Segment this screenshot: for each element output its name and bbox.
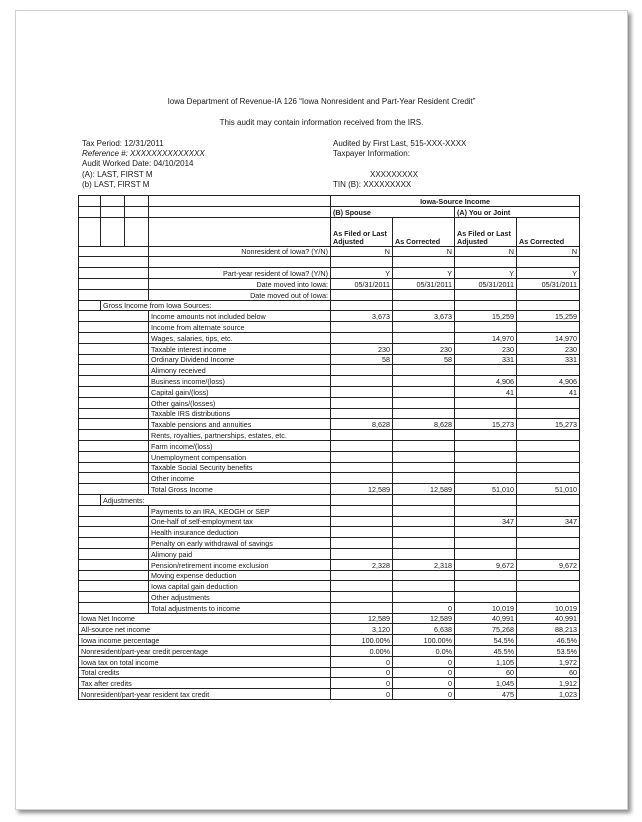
row-label: Other income [149, 473, 331, 484]
value-cell: 3,673 [331, 311, 393, 322]
value-cell [331, 548, 393, 559]
table-row [79, 527, 580, 538]
value-cell [455, 257, 517, 268]
row-label: Taxable IRS distributions [149, 408, 331, 419]
value-cell: 60 [455, 667, 517, 678]
value-cell [393, 494, 455, 505]
table-row [79, 635, 580, 646]
value-cell: 230 [455, 343, 517, 354]
taxpayer-a: (A): LAST, FIRST M [82, 169, 153, 179]
document-subtitle: This audit may contain information received from the IRS. [219, 118, 424, 127]
value-cell [455, 548, 517, 559]
value-cell: 9,672 [517, 559, 580, 570]
row-label: Other gains/(losses) [149, 397, 331, 408]
credit-table [78, 195, 580, 700]
value-cell: N [393, 246, 455, 257]
table-row [79, 689, 580, 700]
value-cell [393, 570, 455, 581]
value-cell [517, 397, 580, 408]
value-cell [393, 473, 455, 484]
value-cell: 0 [393, 689, 455, 700]
value-cell [455, 505, 517, 516]
value-cell: 331 [517, 354, 580, 365]
header-right-block [333, 139, 466, 190]
value-cell [331, 527, 393, 538]
value-cell [455, 581, 517, 592]
row-label: Date moved out of Iowa: [149, 289, 331, 300]
row-label: Iowa Net Income [79, 613, 331, 624]
value-cell: 100.00% [393, 635, 455, 646]
row-label: One-half of self-employment tax [149, 516, 331, 527]
value-cell [517, 494, 580, 505]
reference-number: Reference #: XXXXXXXXXXXXXX [82, 149, 205, 159]
value-cell [517, 322, 580, 333]
value-cell: 347 [455, 516, 517, 527]
value-cell [517, 440, 580, 451]
table-row [79, 451, 580, 462]
value-cell: 100.00% [331, 635, 393, 646]
value-cell [517, 570, 580, 581]
value-cell [455, 592, 517, 603]
value-cell [517, 505, 580, 516]
row-label [149, 257, 331, 268]
value-cell: N [331, 246, 393, 257]
value-cell: 230 [393, 343, 455, 354]
value-cell [331, 602, 393, 613]
table-row [79, 386, 580, 397]
table-row [79, 667, 580, 678]
value-cell: 75,268 [455, 624, 517, 635]
table-row [79, 484, 580, 495]
table-row [79, 322, 580, 333]
value-cell [455, 430, 517, 441]
value-cell [331, 440, 393, 451]
value-cell: 1,045 [455, 678, 517, 689]
value-cell [517, 462, 580, 473]
row-label: Gross Income from Iowa Sources: [101, 300, 331, 311]
table-row [79, 278, 580, 289]
value-cell: Y [455, 268, 517, 279]
value-cell [517, 592, 580, 603]
table-row [79, 408, 580, 419]
table-row [79, 376, 580, 387]
value-cell: 9,672 [455, 559, 517, 570]
row-label: Total credits [79, 667, 331, 678]
table-row [79, 365, 580, 376]
value-cell [331, 257, 393, 268]
row-label: Nonresident/part-year resident tax credit [79, 689, 331, 700]
header-left-block [82, 139, 205, 190]
row-label: Unemployment compensation [149, 451, 331, 462]
value-cell [393, 527, 455, 538]
value-cell: 15,259 [517, 311, 580, 322]
table-row [79, 592, 580, 603]
table-row [79, 462, 580, 473]
value-cell: 14,970 [517, 332, 580, 343]
value-cell: 15,259 [455, 311, 517, 322]
value-cell: 8,628 [331, 419, 393, 430]
table-row [79, 332, 580, 343]
value-cell: 58 [393, 354, 455, 365]
audit-worked-date: Audit Worked Date: 04/10/2014 [82, 159, 194, 169]
value-cell [331, 376, 393, 387]
value-cell [455, 365, 517, 376]
document-title: Iowa Department of Revenue-IA 126 “Iowa Nonresident and Part-Year Resident Credit” [167, 97, 476, 106]
value-cell [517, 451, 580, 462]
value-cell [331, 322, 393, 333]
table-row [79, 656, 580, 667]
value-cell: 3,120 [331, 624, 393, 635]
value-cell: 46.5% [517, 635, 580, 646]
table-row [79, 581, 580, 592]
value-cell: 40,991 [517, 613, 580, 624]
table-row [79, 300, 580, 311]
row-label: Date moved into Iowa: [149, 278, 331, 289]
tin-b: TIN (B): XXXXXXXXX [333, 179, 412, 189]
value-cell: 3,673 [393, 311, 455, 322]
value-cell [331, 430, 393, 441]
value-cell: 2,328 [331, 559, 393, 570]
row-label: Alimony received [149, 365, 331, 376]
table-row [79, 646, 580, 657]
value-cell: 60 [517, 667, 580, 678]
row-label: Iowa capital gain deduction [149, 581, 331, 592]
value-cell: 10,019 [455, 602, 517, 613]
value-cell [331, 408, 393, 419]
value-cell: 05/31/2011 [393, 278, 455, 289]
table-row [79, 494, 580, 505]
value-cell: 0 [331, 667, 393, 678]
value-cell: 40,991 [455, 613, 517, 624]
value-cell [393, 516, 455, 527]
table-row [79, 289, 580, 300]
value-cell [455, 570, 517, 581]
row-label: Health insurance deduction [149, 527, 331, 538]
value-cell [331, 365, 393, 376]
row-label: Taxable pensions and annuities [149, 419, 331, 430]
you-filed-header: As Filed or Last Adjusted [455, 217, 517, 246]
row-label: Iowa tax on total income [79, 656, 331, 667]
value-cell: 41 [517, 386, 580, 397]
value-cell: 4,906 [455, 376, 517, 387]
row-label: Taxable Social Security benefits [149, 462, 331, 473]
table-row [79, 246, 580, 257]
value-cell: 230 [331, 343, 393, 354]
row-label: Farm income/(loss) [149, 440, 331, 451]
value-cell [517, 538, 580, 549]
value-cell [331, 581, 393, 592]
value-cell: 1,105 [455, 656, 517, 667]
row-label: Penalty on early withdrawal of savings [149, 538, 331, 549]
value-cell: 0 [331, 689, 393, 700]
value-cell: 0.00% [331, 646, 393, 657]
value-cell [517, 581, 580, 592]
row-label: Pension/retirement income exclusion [149, 559, 331, 570]
row-label: Nonresident/part-year credit percentage [79, 646, 331, 657]
value-cell [331, 473, 393, 484]
value-cell [331, 300, 393, 311]
row-label: Taxable interest income [149, 343, 331, 354]
value-cell: Y [393, 268, 455, 279]
row-label: Rents, royalties, partnerships, estates, etc. [149, 430, 331, 441]
value-cell [455, 473, 517, 484]
value-cell: 347 [517, 516, 580, 527]
value-cell [331, 516, 393, 527]
value-cell: 12,589 [393, 613, 455, 624]
value-cell: 10,019 [517, 602, 580, 613]
value-cell [455, 300, 517, 311]
table-row [79, 397, 580, 408]
value-cell [393, 332, 455, 343]
value-cell: 2,318 [393, 559, 455, 570]
value-cell: Y [331, 268, 393, 279]
row-label: Total Gross Income [149, 484, 331, 495]
table-header-row-1 [79, 196, 580, 207]
table-header-row-3 [79, 217, 580, 246]
value-cell [517, 365, 580, 376]
table-row [79, 602, 580, 613]
value-cell [393, 592, 455, 603]
value-cell [331, 386, 393, 397]
table-row [79, 343, 580, 354]
value-cell: 53.5% [517, 646, 580, 657]
value-cell: 05/31/2011 [455, 278, 517, 289]
value-cell [517, 300, 580, 311]
row-label: Other adjustments [149, 592, 331, 603]
value-cell [393, 376, 455, 387]
iowa-source-income-header: Iowa-Source Income [331, 196, 580, 207]
row-label: Moving expense deduction [149, 570, 331, 581]
table-row [79, 516, 580, 527]
row-label: Income amounts not included below [149, 311, 331, 322]
value-cell: 05/31/2011 [517, 278, 580, 289]
table-row [79, 440, 580, 451]
value-cell [455, 462, 517, 473]
table-row [79, 473, 580, 484]
table-row [79, 419, 580, 430]
value-cell: 1,912 [517, 678, 580, 689]
value-cell [517, 430, 580, 441]
header-blank-line [333, 159, 466, 169]
row-label: Ordinary Dividend Income [149, 354, 331, 365]
value-cell: 51,010 [455, 484, 517, 495]
row-label: Income from alternate source [149, 322, 331, 333]
value-cell: 6,638 [393, 624, 455, 635]
value-cell: 51,010 [517, 484, 580, 495]
value-cell [393, 462, 455, 473]
table-row [79, 559, 580, 570]
value-cell: 8,628 [393, 419, 455, 430]
value-cell [393, 451, 455, 462]
value-cell: 15,273 [455, 419, 517, 430]
table-row [79, 311, 580, 322]
value-cell: 58 [331, 354, 393, 365]
row-label: Iowa income percentage [79, 635, 331, 646]
value-cell [517, 527, 580, 538]
row-label: Business income/(loss) [149, 376, 331, 387]
value-cell: 0 [331, 656, 393, 667]
value-cell [455, 451, 517, 462]
value-cell [393, 505, 455, 516]
value-cell [517, 408, 580, 419]
taxpayer-information-label: Taxpayer Information: [333, 149, 410, 159]
value-cell [393, 408, 455, 419]
value-cell [331, 397, 393, 408]
value-cell: 12,589 [331, 484, 393, 495]
table-row [79, 678, 580, 689]
value-cell: 88,213 [517, 624, 580, 635]
value-cell [393, 300, 455, 311]
row-label: Tax after credits [79, 678, 331, 689]
row-label: Total adjustments to income [149, 602, 331, 613]
value-cell: 0 [331, 678, 393, 689]
value-cell [393, 538, 455, 549]
tax-period: Tax Period: 12/31/2011 [82, 139, 164, 148]
value-cell [393, 581, 455, 592]
taxpayer-b: (b) LAST, FIRST M [82, 179, 150, 189]
value-cell [331, 332, 393, 343]
value-cell: 0 [393, 656, 455, 667]
value-cell: 12,589 [331, 613, 393, 624]
value-cell: N [455, 246, 517, 257]
you-joint-column-header: (A) You or Joint [455, 206, 580, 217]
row-label: Capital gain/(loss) [149, 386, 331, 397]
table-row [79, 505, 580, 516]
value-cell [331, 505, 393, 516]
value-cell: 0 [393, 678, 455, 689]
value-cell: N [517, 246, 580, 257]
table-row [79, 257, 580, 268]
table-row [79, 624, 580, 635]
row-label: Part-year resident of Iowa? (Y/N) [149, 268, 331, 279]
spouse-filed-header: As Filed or Last Adjusted [331, 217, 393, 246]
audited-by: Audited by First Last, 515-XXX-XXXX [333, 139, 467, 148]
value-cell [455, 494, 517, 505]
spouse-corrected-header: As Corrected [393, 217, 455, 246]
value-cell: Y [517, 268, 580, 279]
value-cell [331, 494, 393, 505]
table-row [79, 570, 580, 581]
value-cell [455, 408, 517, 419]
value-cell: 05/31/2011 [331, 278, 393, 289]
value-cell [455, 322, 517, 333]
value-cell [331, 538, 393, 549]
value-cell [455, 538, 517, 549]
value-cell: 12,589 [393, 484, 455, 495]
value-cell: 15,273 [517, 419, 580, 430]
value-cell [393, 257, 455, 268]
value-cell: 0.0% [393, 646, 455, 657]
value-cell [393, 289, 455, 300]
row-label: Adjustments: [101, 494, 331, 505]
value-cell [331, 570, 393, 581]
value-cell [455, 527, 517, 538]
row-label: Alimony paid [149, 548, 331, 559]
value-cell [517, 548, 580, 559]
value-cell: 475 [455, 689, 517, 700]
taxpayer-id-a: XXXXXXXXX [370, 169, 419, 179]
spouse-column-header: (B) Spouse [331, 206, 455, 217]
table-row [79, 430, 580, 441]
value-cell: 0 [393, 602, 455, 613]
value-cell: 230 [517, 343, 580, 354]
table-row [79, 548, 580, 559]
value-cell [393, 322, 455, 333]
value-cell [517, 473, 580, 484]
value-cell [455, 397, 517, 408]
row-label: Wages, salaries, tips, etc. [149, 332, 331, 343]
value-cell [455, 289, 517, 300]
value-cell: 1,023 [517, 689, 580, 700]
value-cell [331, 289, 393, 300]
value-cell: 0 [393, 667, 455, 678]
value-cell: 14,970 [455, 332, 517, 343]
value-cell [331, 592, 393, 603]
value-cell: 45.5% [455, 646, 517, 657]
value-cell: 1,972 [517, 656, 580, 667]
value-cell: 41 [455, 386, 517, 397]
table-row [79, 538, 580, 549]
value-cell [393, 365, 455, 376]
table-row [79, 354, 580, 365]
value-cell [393, 440, 455, 451]
value-cell [393, 397, 455, 408]
value-cell [455, 440, 517, 451]
value-cell: 331 [455, 354, 517, 365]
value-cell: 54.5% [455, 635, 517, 646]
you-corrected-header: As Corrected [517, 217, 580, 246]
value-cell [331, 451, 393, 462]
value-cell [393, 548, 455, 559]
table-row [79, 613, 580, 624]
document-page [15, 10, 628, 810]
value-cell [393, 386, 455, 397]
row-label: Payments to an IRA, KEOGH or SEP [149, 505, 331, 516]
row-label: All-source net income [79, 624, 331, 635]
table-header-row-2 [79, 206, 580, 217]
value-cell [517, 289, 580, 300]
row-label: Nonresident of Iowa? (Y/N) [149, 246, 331, 257]
value-cell: 4,906 [517, 376, 580, 387]
value-cell [331, 462, 393, 473]
table-row [79, 268, 580, 279]
value-cell [393, 430, 455, 441]
value-cell [517, 257, 580, 268]
